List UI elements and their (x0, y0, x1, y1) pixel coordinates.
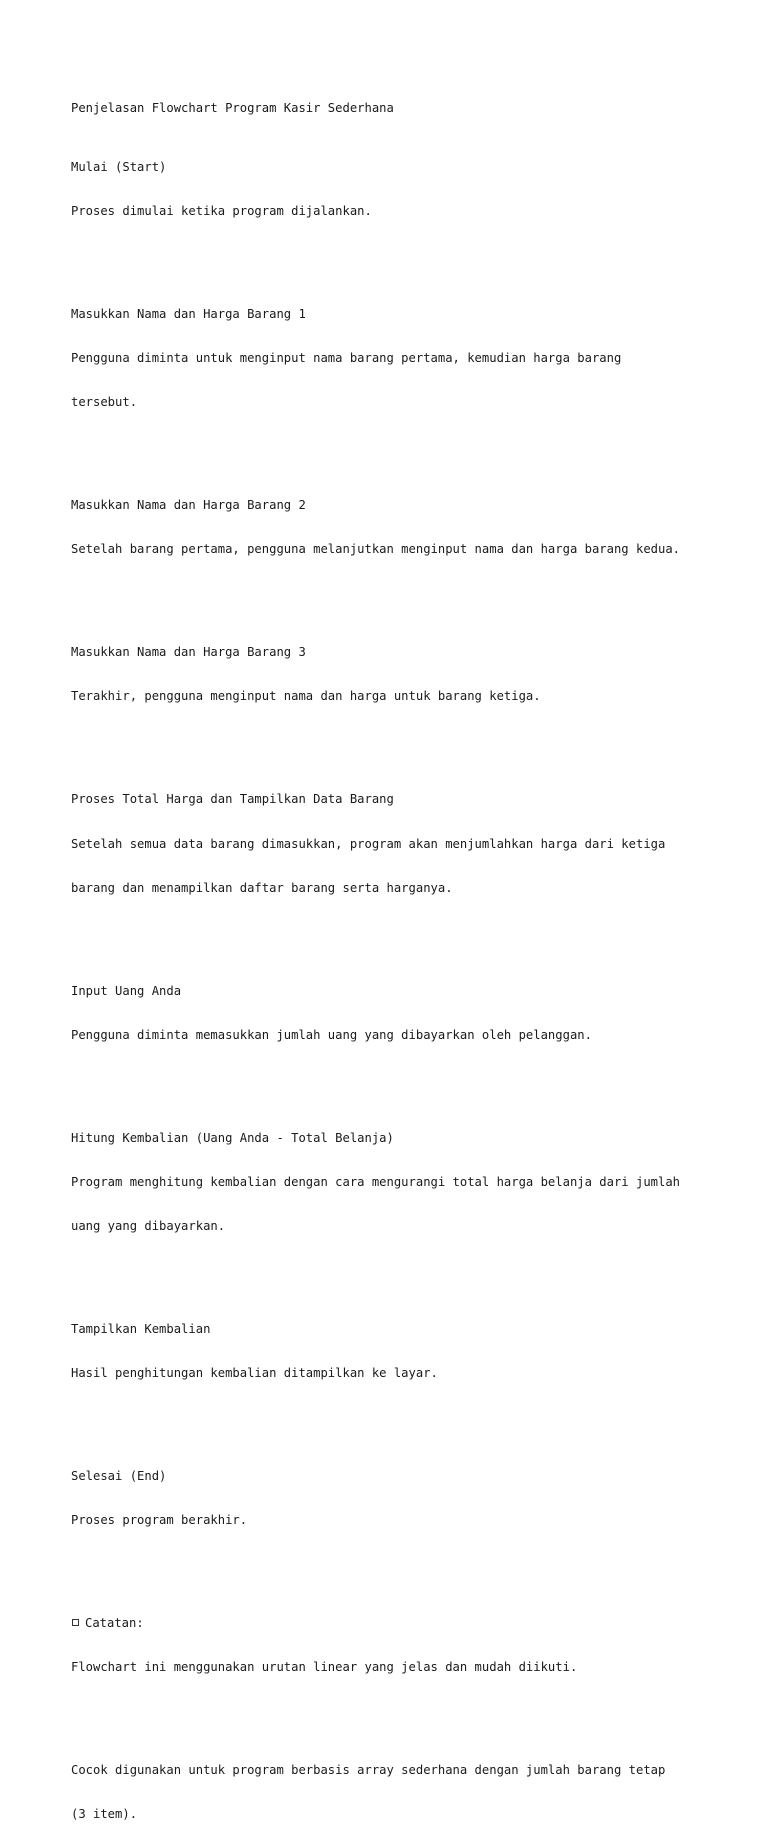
paragraph-gap (71, 248, 731, 263)
note-text: Flowchart ini menggunakan urutan linear yang jelas dan mudah diikuti. (71, 1659, 578, 1674)
paragraph-gap (71, 925, 731, 940)
section-text: Setelah barang pertama, pengguna melanjutkan menginput nama dan harga barang kedua. (71, 542, 681, 557)
section-heading: Hitung Kembalian (Uang Anda - Total Belanja) (71, 1130, 394, 1145)
paragraph-gap (71, 1557, 731, 1572)
section-heading: Mulai (Start) (71, 160, 167, 175)
note-text: Cocok digunakan untuk program berbasis array sederhana dengan jumlah barang tetap (71, 1762, 666, 1777)
paragraph-gap (71, 1072, 731, 1087)
note-heading (71, 1616, 731, 1631)
section-heading: Masukkan Nama dan Harga Barang 3 (71, 645, 306, 660)
section-heading: Masukkan Nama dan Harga Barang 2 (71, 498, 306, 513)
section-heading: Proses Total Harga dan Tampilkan Data Barang (71, 792, 394, 807)
note-label: Catatan: (85, 1615, 144, 1630)
section-text: uang yang dibayarkan. (71, 1218, 226, 1233)
section-text: Pengguna diminta memasukkan jumlah uang yang dibayarkan oleh pelanggan. (71, 1027, 592, 1042)
section-heading: Selesai (End) (71, 1468, 167, 1483)
paragraph-gap (71, 440, 731, 455)
paragraph-gap (71, 1704, 731, 1719)
paragraph-gap (71, 1410, 731, 1425)
section-text: Proses program berakhir. (71, 1512, 248, 1527)
section-text: Hasil penghitungan kembalian ditampilkan ke layar. (71, 1365, 438, 1380)
section-heading: Masukkan Nama dan Harga Barang 1 (71, 307, 306, 322)
document-title: Penjelasan Flowchart Program Kasir Sederhana (71, 101, 394, 116)
section-text: Proses dimulai ketika program dijalankan. (71, 204, 372, 219)
section-heading: Input Uang Anda (71, 983, 182, 998)
note-text: (3 item). (71, 1806, 138, 1821)
paragraph-gap (71, 734, 731, 749)
section-text: Setelah semua data barang dimasukkan, program akan menjumlahkan harga dari ketiga (71, 836, 666, 851)
section-text: tersebut. (71, 395, 138, 410)
section-text: Program menghitung kembalian dengan cara mengurangi total harga belanja dari jumlah (71, 1174, 681, 1189)
section-text: Terakhir, pengguna menginput nama dan harga untuk barang ketiga. (71, 689, 541, 704)
section-heading: Tampilkan Kembalian (71, 1321, 211, 1336)
box-bullet-icon (72, 1619, 79, 1626)
document-body (71, 72, 731, 1836)
section-text: barang dan menampilkan daftar barang serta harganya. (71, 880, 453, 895)
paragraph-gap (71, 1263, 731, 1278)
paragraph-gap (71, 587, 731, 602)
section-text: Pengguna diminta untuk menginput nama barang pertama, kemudian harga barang (71, 351, 622, 366)
